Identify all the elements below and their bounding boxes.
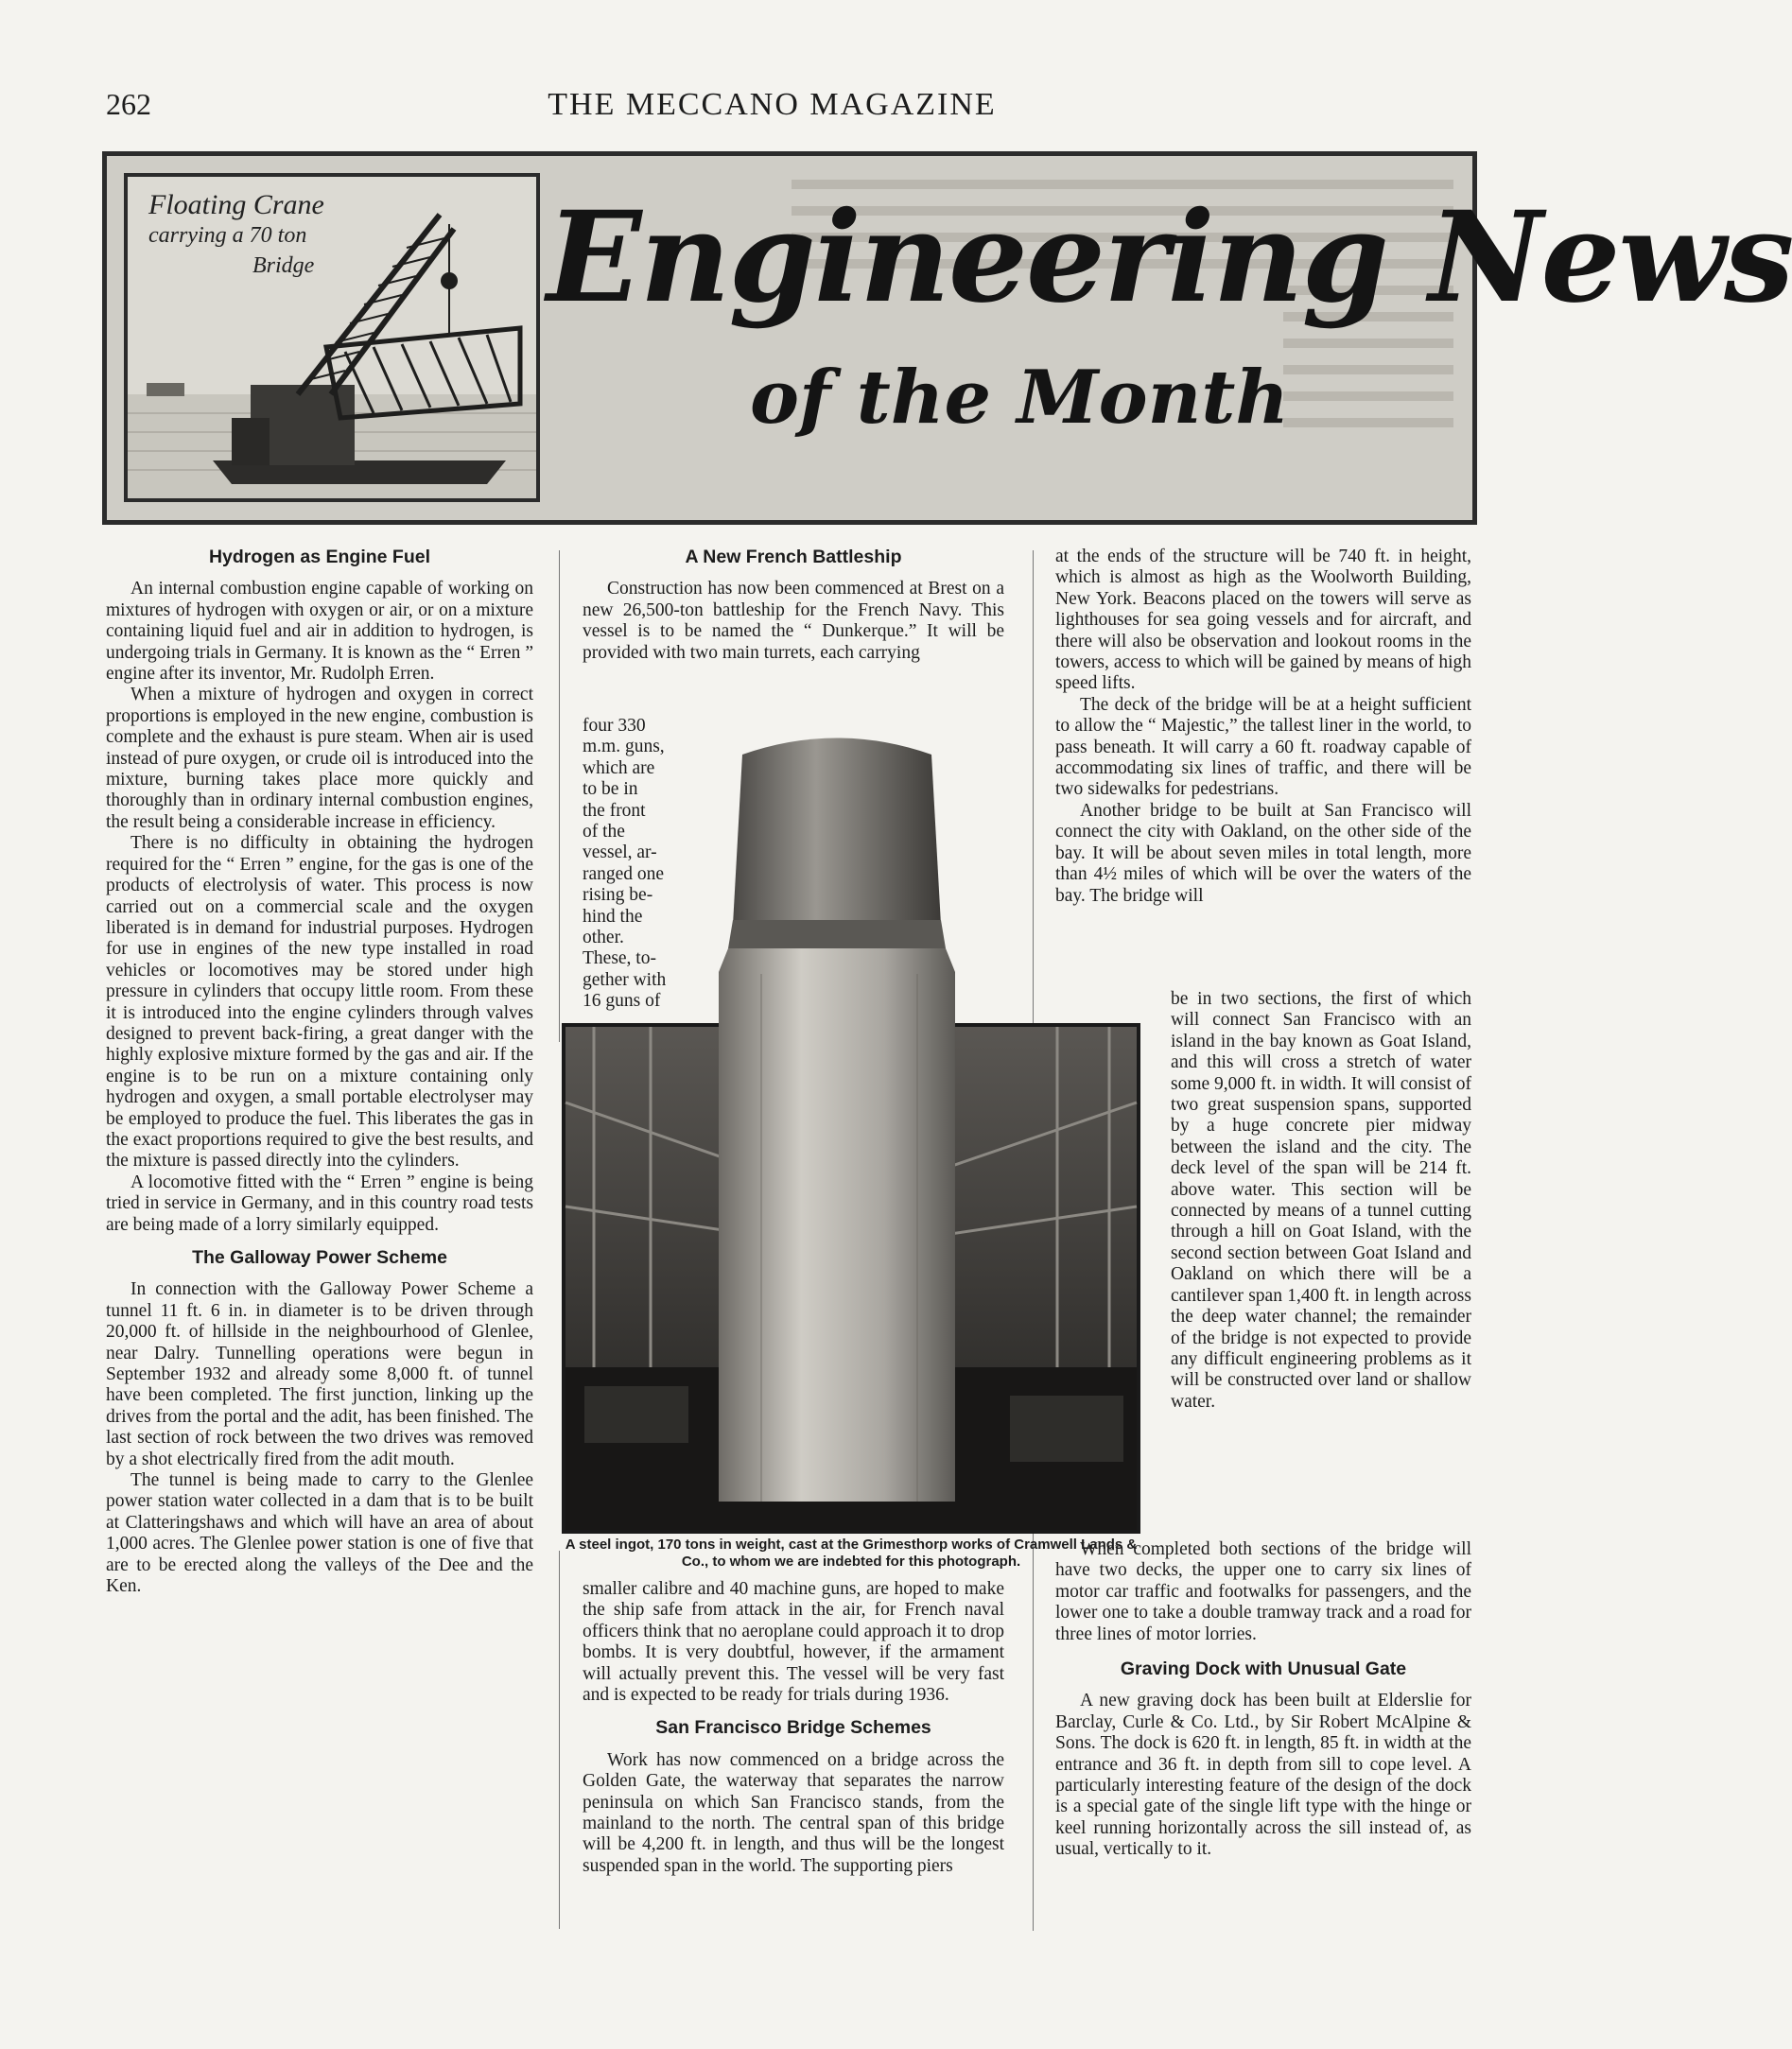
- wrap-line: which are: [583, 757, 655, 778]
- article-heading: Graving Dock with Unusual Gate: [1120, 1658, 1407, 1680]
- column-2-top: [583, 547, 1004, 664]
- article-paragraph: In connection with the Galloway Power Scheme a tunnel 11 ft. 6 in. in diameter is to be driven through 20,000 ft. of hillside in the neighbourhood of Glenlee, near Dalry. Tunnelling operations were begun in September 1932 and already some 8,000 ft. of tunnel have been completed. The first junction, linking up the drives from the portal and the adit, has been finished. The last section of rock between the two drives was removed by a shot electrically fired from the adit mouth.: [106, 1279, 533, 1469]
- crane-caption: [148, 190, 324, 281]
- article-paragraph: The deck of the bridge will be at a height sufficient to allow the “ Majestic,” the tallest liner in the world, to pass beneath. It will carry a 60 ft. roadway capable of accommodating six lines of traffic, and there will be two sidewalks for pedestrians.: [1055, 694, 1471, 800]
- column-rule: [559, 550, 560, 1042]
- wrap-line: four 330: [583, 716, 646, 736]
- crane-caption-line: Floating Crane: [148, 189, 324, 220]
- banner-title: Engineering News: [547, 184, 1792, 331]
- wrap-line: to be in: [583, 779, 638, 800]
- column-2-bottom: [583, 1579, 1004, 1877]
- wrap-line: other.: [583, 928, 624, 948]
- article-heading: A New French Battleship: [685, 547, 902, 567]
- article-paragraph: When completed both sections of the bridge will have two decks, the upper one to carry six lines of motor car traffic and footwalks for passengers, and the lower one to take a double tramway track and a road for three lines of motor lorries.: [1055, 1539, 1471, 1644]
- wrap-line: m.m. guns,: [583, 737, 665, 757]
- column-3-top: [1055, 547, 1471, 907]
- page-number: 262: [106, 87, 151, 121]
- wrap-line: vessel, ar-: [583, 842, 657, 863]
- article-heading: San Francisco Bridge Schemes: [655, 1717, 931, 1739]
- banner-subtitle: of the Month: [750, 355, 1290, 441]
- article-paragraph: Work has now commenced on a bridge across the Golden Gate, the waterway that separates the narrow peninsula on which San Francisco stands, from the mainland to the north. The central span of this bridge will be 4,200 ft. in length, and thus will be the longest suspended span in the world. The supporting piers: [583, 1749, 1004, 1876]
- floating-crane-illustration: [124, 173, 540, 502]
- article-paragraph: at the ends of the structure will be 740 ft. in height, which is almost as high as the Woolworth Building, New York. Beacons placed on the towers will serve as lighthouses for sea going vessels and for aircraft, and there will also be observation and lookout rooms in the towers, access to which will be gained by means of high speed lifts.: [1055, 547, 1471, 694]
- article-paragraph: Another bridge to be built at San Francisco will connect the city with Oakland, on the other side of the bay. It will be about seven miles in total length, more than 4½ miles of which will be over the waters of the bay. The bridge will: [1055, 800, 1471, 906]
- crane-caption-line: carrying a 70 ton: [148, 223, 307, 248]
- wrap-line: These, to-: [583, 948, 656, 969]
- wrap-line: the front: [583, 800, 646, 821]
- section-banner: [102, 151, 1792, 525]
- article-paragraph: There is no difficulty in obtaining the hydrogen required for the “ Erren ” engine, for the gas is one of the products of electrolysis of water. This process is now carried out on a commercial scale and the oxygen liberated is in demand for industrial purposes. Hydrogen for use in engines of the new type installed in road vehicles or locomotives may be stored under high pressure in cylinders that occupy little room. From these it is introduced into the engine cylinders through valves designed to prevent back-firing, a great danger with the highly explosive mixture formed by the gas and air. If the engine is to be run on a mixture containing only hydrogen and oxygen, a small portable electrolyser may be employed to produce the fuel. This liberates the gas in the exact proportions required to give the best results, and the mixture is passed directly into the cylinders.: [106, 833, 533, 1172]
- article-paragraph: smaller calibre and 40 machine guns, are hoped to make the ship safe from attack in the air, for French naval officers think that no aeroplane could approach it to drop bombs. It is very doubtful, however, if the armament will actually prevent this. The vessel will be very fast and is expected to be ready for trials during 1936.: [583, 1579, 1004, 1706]
- wrap-line: hind the: [583, 906, 643, 927]
- wrap-line: gether with: [583, 969, 667, 990]
- article-paragraph: be in two sections, the first of which will connect San Francisco with an island in the bay known as Goat Island, and this will cross a stretch of water some 9,000 ft. in width. It will consist of two great suspension spans, supported by a huge concrete pier midway between the island and the city. The deck level of the span will be 214 ft. above water. This section will be connected by means of a tunnel cutting through a hill on Goat Island, with the second section between Goat Island and Oakland on which there will be a cantilever span 1,400 ft. in length across the deep water channel; the remainder of the bridge is not expected to provide any difficult engineering problems as it will be constructed over land or shallow water.: [1171, 989, 1471, 1412]
- crane-caption-line: Bridge: [252, 253, 315, 278]
- article-paragraph: Construction has now been commenced at Brest on a new 26,500-ton battleship for the French Navy. This vessel is to be named the “ Dunkerque.” It will be provided with two main turrets, each carrying: [583, 579, 1004, 663]
- photo-caption: A steel ingot, 170 tons in weight, cast at the Grimesthorp works of Cramwell Lands & Co., to whom we are indebted for this photograph.: [565, 1537, 1138, 1570]
- ingot-shape: [705, 726, 969, 1520]
- article-paragraph: The tunnel is being made to carry to the Glenlee power station water collected in a dam that is to be built at Clatteringshaws and which will have an area of about 1,000 acres. The Glenlee power station is one of five that are to be erected along the valleys of the Dee and the Ken.: [106, 1470, 533, 1597]
- steel-ingot: [705, 726, 969, 1525]
- wrap-line: 16 guns of: [583, 991, 661, 1012]
- battleship-wrapped-lines: [583, 716, 700, 1013]
- article-heading: Hydrogen as Engine Fuel: [208, 547, 431, 567]
- magazine-title: THE MECCANO MAGAZINE: [548, 87, 997, 122]
- column-rule: [559, 1551, 560, 1929]
- column-1: [106, 547, 533, 1598]
- column-3-bottom: [1055, 1539, 1471, 1861]
- column-3-narrow: [1171, 989, 1471, 1413]
- wrap-line: rising be-: [583, 885, 653, 906]
- wrap-line: ranged one: [583, 863, 665, 884]
- article-paragraph: When a mixture of hydrogen and oxygen in correct proportions is employed in the new engine, combustion is complete and the exhaust is pure steam. When air is used instead of pure oxygen, or crude oil is introduced into the mixture, burning takes place more quickly and thoroughly than in ordinary internal combustion engines, the result being a considerable increase in efficiency.: [106, 685, 533, 832]
- wrap-line: of the: [583, 822, 625, 842]
- article-paragraph: An internal combustion engine capable of working on mixtures of hydrogen with oxygen or air, or on a mixture containing liquid fuel and air in addition to hydrogen, is undergoing trials in Germany. It is known as the “ Erren ” engine after its inventor, Mr. Rudolph Erren.: [106, 579, 533, 685]
- article-paragraph: A new graving dock has been built at Elderslie for Barclay, Curle & Co. Ltd., by Sir Robert McAlpine & Sons. The dock is 620 ft. in length, 85 ft. in width at the entrance and 36 ft. in depth from sill to cope level. A particularly interesting feature of the design of the dock is a special gate of the single lift type with the hinge or keel running horizontally across the sill instead of, as usual, vertically to it.: [1055, 1691, 1471, 1860]
- article-heading: The Galloway Power Scheme: [192, 1247, 447, 1268]
- article-paragraph: A locomotive fitted with the “ Erren ” engine is being tried in service in Germany, and in this country road tests are being made of a lorry similarly equipped.: [106, 1172, 533, 1235]
